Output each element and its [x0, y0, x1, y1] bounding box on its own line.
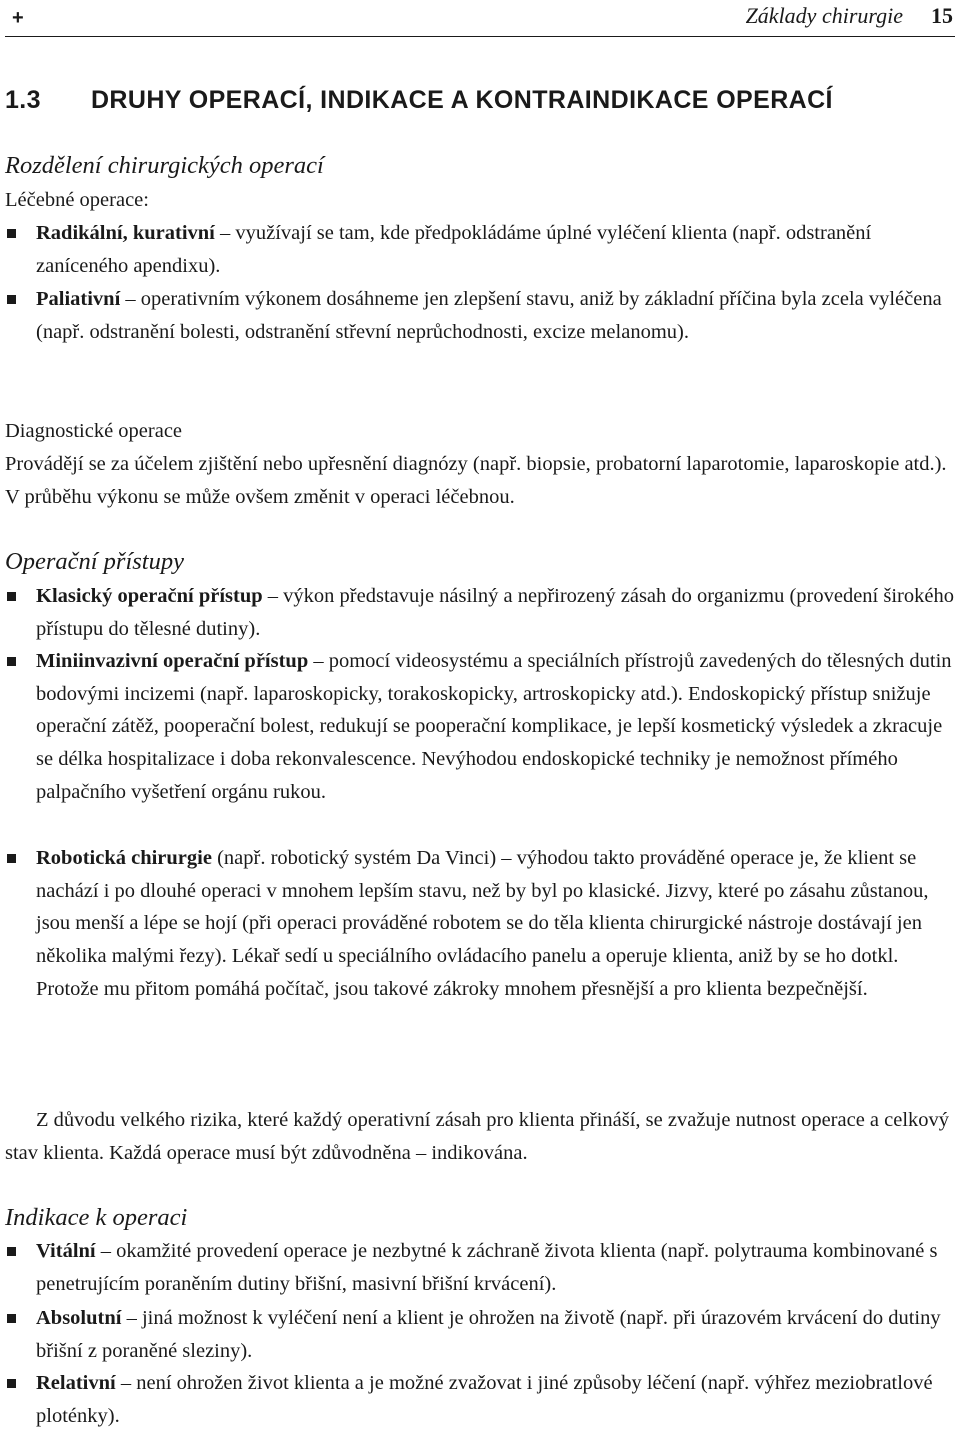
item-description: (např. robotický systém Da Vinci) – výhodou takto prováděné operace je, že klient se nachází i po dlouhé operaci v mnohem lepším stavu, než by byl po klasické. Jizvy, které po zásahu zůstanou, jsou menší a lépe se hojí (při operaci prováděné robotem se do těla klienta chirurgické nástroje dostávají jen několika malými řezy). Lékař sedí u speciálního ovládacího panelu a operuje klienta, aniž by se ho dotkl. Protože mu přitom pomáhá počítač, jsou takové zákroky mnohem přesnější a pro klienta bezpečnější. [36, 847, 929, 1000]
header-title: Základy chirurgie [745, 3, 903, 28]
list-item-miniinvasive [5, 645, 955, 809]
list-item-vital [5, 1235, 955, 1300]
bullet-square-icon [7, 1247, 16, 1256]
chapter-number: 1.3 [5, 86, 41, 114]
chapter-title-text: DRUHY OPERACÍ, INDIKACE A KONTRAINDIKACE OPERACÍ [90, 86, 833, 114]
item-term: Miniinvazivní operační přístup [36, 650, 309, 672]
bullet-square-icon [7, 1314, 16, 1323]
bullet-square-icon [7, 295, 16, 304]
bullet-square-icon [7, 657, 16, 666]
item-description: – okamžité provedení operace je nezbytné k záchraně života klienta (např. polytrauma kombinované s penetrujícím poraněním dutiny břišní, masivní břišní krvácení). [36, 1240, 938, 1295]
list-item-radical [5, 217, 955, 282]
list-item-palliative [5, 283, 955, 348]
list-item-absolute [5, 1302, 955, 1367]
running-header [5, 0, 955, 37]
item-description: – výkon představuje násilný a nepřirozený zásah do organizmu (provedení širokého přístupu do tělesné dutiny). [36, 585, 954, 640]
item-description: – pomocí videosystému a speciálních přístrojů zavedených do tělesných dutin bodovými incizemi (např. laparoskopicky, torakoskopicky, artroskopicky atd.). Endoskopický přístup snižuje operační zátěž, pooperační bolest, redukují se pooperační komplikace, je lepší kosmetický výsledek a zkracuje se délka hospitalizace i doba rekonvalescence. Nevýhodou endoskopické techniky je nemožnost přímého palpačního vyšetření orgánu rukou. [36, 650, 952, 803]
item-term: Radikální, kurativní [36, 222, 215, 244]
list-item-relative [5, 1367, 955, 1432]
page-number: 15 [931, 3, 953, 28]
item-term: Vitální [36, 1240, 96, 1262]
subheading-diagnostic: Diagnostické operace [5, 420, 183, 442]
bullet-square-icon [7, 1379, 16, 1388]
bullet-square-icon [7, 229, 16, 238]
section-heading-division: Rozdělení chirurgických operací [5, 152, 324, 179]
section-heading-approaches: Operační přístupy [5, 548, 184, 575]
bullet-square-icon [7, 592, 16, 601]
item-term: Paliativní [36, 288, 121, 310]
list-item-robotic [5, 842, 955, 1006]
plus-mark: + [12, 7, 24, 29]
item-description: – jiná možnost k vyléčení není a klient je ohrožen na životě (např. při úrazovém krvácení do dutiny břišní z poraněné sleziny). [36, 1307, 941, 1362]
subheading-therapeutic: Léčebné operace: [5, 189, 149, 211]
item-description: – operativním výkonem dosáhneme jen zlepšení stavu, aniž by základní příčina byla zcela vyléčena (např. odstranění bolesti, odstranění střevní neprůchodnosti, excize melanomu). [36, 288, 942, 343]
item-description: – není ohrožen život klienta a je možné zvažovat i jiné způsoby léčení (např. výhřez meziobratlové ploténky). [36, 1372, 933, 1427]
chapter-title [5, 80, 833, 120]
list-item-classic [5, 580, 955, 645]
item-term: Robotická chirurgie [36, 847, 212, 869]
item-description: – využívají se tam, kde předpokládáme úplné vyléčení klienta (např. odstranění zaníceného apendixu). [36, 222, 872, 277]
section-heading-indications: Indikace k operaci [5, 1204, 188, 1231]
indication-paragraph: Z důvodu velkého rizika, které každý operativní zásah pro klienta přináší, se zvažuje nutnost operace a celkový stav klienta. Každá operace musí být zdůvodněna – indikována. [5, 1109, 950, 1164]
item-term: Klasický operační přístup [36, 585, 263, 607]
item-term: Absolutní [36, 1307, 122, 1329]
bullet-square-icon [7, 854, 16, 863]
item-term: Relativní [36, 1372, 116, 1394]
diagnostic-paragraph: Provádějí se za účelem zjištění nebo upřesnění diagnózy (např. biopsie, probatorní laparotomie, laparoskopie atd.). V průběhu výkonu se může ovšem změnit v operaci léčebnou. [5, 453, 947, 508]
